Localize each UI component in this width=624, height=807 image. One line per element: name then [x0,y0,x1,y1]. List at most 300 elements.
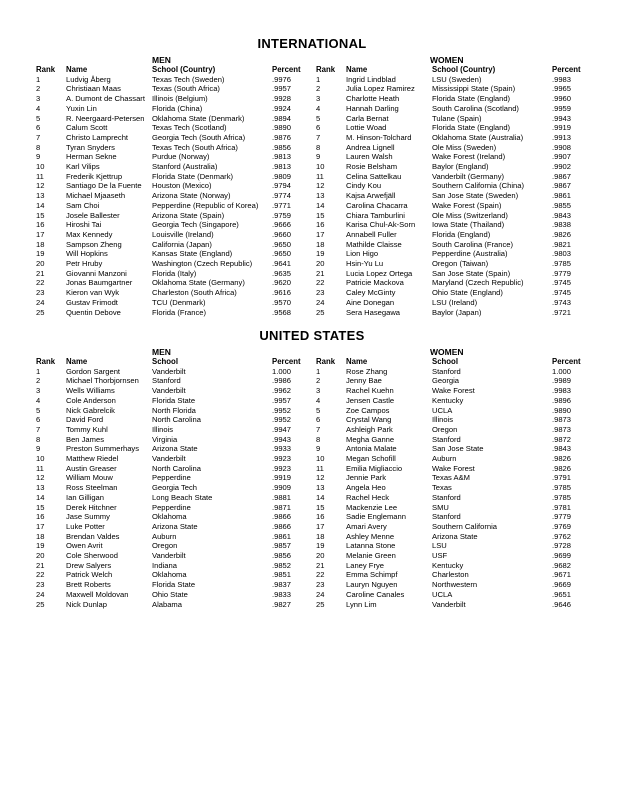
percent-cell: .9983 [552,74,572,84]
rank-header: Rank [36,357,56,366]
table-row [316,308,596,318]
name-cell: Lottie Woad [346,123,387,133]
rank-cell: 1 [316,74,321,84]
percent-cell: .9809 [272,171,292,181]
table-row [316,406,596,416]
name-cell: Tyran Snyders [66,142,115,152]
percent-cell: .9871 [272,502,292,512]
table-row [36,143,316,153]
percent-cell: .9873 [552,424,572,434]
school-header: School [152,357,178,366]
name-cell: A. Dumont de Chassart [66,94,145,104]
school-cell: Arizona State [432,531,478,541]
rank-cell: 10 [316,454,325,464]
school-cell: Oregon [432,424,458,434]
table-row [316,259,596,269]
name-cell: Josele Ballester [66,210,120,220]
percent-cell: .9919 [272,473,292,483]
table-row [36,473,316,483]
name-cell: Santiago De la Fuente [66,181,142,191]
percent-cell: .9682 [552,560,572,570]
percent-cell: .9769 [552,521,572,531]
school-cell: Florida (China) [152,103,203,113]
rank-cell: 13 [36,191,45,201]
name-cell: Mathilde Claisse [346,239,402,249]
name-cell: Amari Avery [346,521,387,531]
school-cell: South Carolina (France) [432,239,514,249]
table-row [316,532,596,542]
percent-cell: .9962 [272,386,292,396]
table-row [36,162,316,172]
school-cell: Kansas State (England) [152,249,233,259]
percent-cell: .9838 [552,220,572,230]
table-row [36,84,316,94]
table-row [36,503,316,513]
table-row [316,600,596,610]
name-cell: Hannah Darling [346,103,399,113]
school-cell: Florida State (Denmark) [152,171,234,181]
rank-cell: 3 [316,94,321,104]
name-cell: Gustav Frimodt [66,297,118,307]
rank-cell: 8 [36,142,41,152]
rank-cell: 17 [36,521,45,531]
table-row [36,367,316,377]
name-cell: Wells Williams [66,386,115,396]
name-cell: Jensen Castle [346,395,395,405]
rank-cell: 7 [36,424,41,434]
percent-cell: .9907 [552,152,572,162]
rank-cell: 3 [36,386,41,396]
percent-cell: .9774 [272,191,292,201]
rank-cell: 10 [36,454,45,464]
name-cell: Mackenzie Lee [346,502,398,512]
percent-cell: .9837 [272,580,292,590]
name-cell: Derek Hitchner [66,502,117,512]
school-cell: Auburn [152,531,177,541]
rank-cell: 2 [316,376,321,386]
school-cell: Purdue (Norway) [152,152,210,162]
rank-cell: 7 [36,132,41,142]
rank-cell: 8 [316,434,321,444]
table-row [36,493,316,503]
school-cell: Texas (South Africa) [152,84,220,94]
us-women-table [316,357,596,609]
percent-cell: .9923 [272,463,292,473]
percent-cell: .9873 [552,415,572,425]
name-cell: Chiara Tamburlini [346,210,405,220]
percent-cell: .9813 [272,162,292,172]
percent-cell: .9803 [552,249,572,259]
rank-cell: 11 [316,463,324,473]
percent-cell: .9923 [272,454,292,464]
name-cell: Brendan Valdes [66,531,120,541]
school-cell: Stanford [432,492,461,502]
table-row [316,123,596,133]
rank-cell: 12 [316,181,325,191]
school-cell: Georgia Tech [152,483,198,493]
rank-cell: 3 [36,94,41,104]
percent-cell: .9894 [272,113,292,123]
school-cell: Wake Forest (Spain) [432,200,502,210]
rank-cell: 14 [316,200,325,210]
name-cell: Patricie Mackova [346,278,404,288]
table-row [36,123,316,133]
percent-cell: .9635 [272,268,292,278]
name-cell: Angela Heo [346,483,386,493]
name-cell: Luke Potter [66,521,105,531]
school-cell: Georgia Tech (South Africa) [152,132,246,142]
percent-cell: .9866 [272,512,292,522]
school-cell: Georgia Tech (Singapore) [152,220,239,230]
name-cell: Maxwell Moldovan [66,589,129,599]
rank-cell: 4 [316,395,321,405]
table-row [36,75,316,85]
name-cell: Nick Gabrelcik [66,405,115,415]
name-cell: Melanie Green [346,551,396,561]
name-cell: Jonas Baumgartner [66,278,133,288]
table-row [316,444,596,454]
table-row [316,367,596,377]
table-row [316,269,596,279]
percent-cell: .9666 [272,220,292,230]
name-cell: Laney Frye [346,560,384,570]
rank-cell: 6 [36,123,41,133]
name-cell: Lynn Lim [346,599,377,609]
table-row [36,259,316,269]
rank-cell: 20 [316,259,325,269]
rank-cell: 7 [316,424,321,434]
school-cell: Ole Miss (Switzerland) [432,210,508,220]
name-cell: Giovanni Manzoni [66,268,127,278]
table-header-row [316,357,596,367]
school-cell: Oklahoma State (Denmark) [152,113,245,123]
table-row [36,454,316,464]
table-row [316,551,596,561]
name-cell: Ashleigh Park [346,424,393,434]
name-cell: Ludvig Åberg [66,74,111,84]
name-cell: Rose Zhang [346,366,388,376]
rank-cell: 4 [316,103,321,113]
school-cell: Florida State [152,580,196,590]
percent-cell: .9855 [552,200,572,210]
table-row [316,172,596,182]
table-row [36,464,316,474]
school-cell: Ole Miss (Sweden) [432,142,497,152]
percent-cell: .9866 [272,521,292,531]
rank-cell: 25 [316,599,325,609]
table-row [316,211,596,221]
name-cell: Lauren Walsh [346,152,393,162]
school-cell: SMU [432,502,449,512]
name-cell: Drew Salyers [66,560,112,570]
rank-cell: 23 [36,288,45,298]
percent-cell: .9743 [552,297,572,307]
percent-cell: .9947 [272,424,292,434]
name-cell: Megha Ganne [346,434,395,444]
name-cell: Patrick Welch [66,570,113,580]
rank-cell: 25 [316,307,325,317]
name-cell: Cole Sherwood [66,551,118,561]
rank-cell: 23 [36,580,45,590]
rank-cell: 20 [36,259,45,269]
table-row [36,240,316,250]
name-header: Name [66,357,88,366]
table-row [316,298,596,308]
name-header: Name [346,357,368,366]
name-cell: Petr Hruby [66,259,103,269]
rank-cell: 18 [316,239,325,249]
table-row [36,288,316,298]
percent-cell: 1.000 [552,366,572,376]
table-row [316,454,596,464]
percent-cell: .9960 [552,94,572,104]
rank-cell: 7 [316,132,321,142]
rank-cell: 13 [316,483,325,493]
school-cell: Vanderbilt [152,551,186,561]
rank-cell: 23 [316,288,325,298]
percent-header: Percent [272,65,301,74]
rank-cell: 16 [316,512,325,522]
school-cell: North Carolina [152,463,201,473]
table-row [36,532,316,542]
school-cell: Virginia [152,434,178,444]
school-cell: LSU [432,541,447,551]
percent-cell: .9660 [272,229,292,239]
school-cell: UCLA [432,405,453,415]
school-cell: Washington (Czech Republic) [152,259,253,269]
school-cell: Stanford (Australia) [152,162,218,172]
table-row [316,590,596,600]
rank-cell: 4 [36,395,41,405]
school-cell: Texas A&M [432,473,470,483]
name-cell: Ben James [66,434,104,444]
name-cell: Lucia Lopez Ortega [346,268,413,278]
rank-cell: 25 [36,307,45,317]
percent-cell: .9762 [552,531,572,541]
table-row [316,396,596,406]
rank-cell: 4 [36,103,41,113]
table-row [316,181,596,191]
school-cell: Florida (France) [152,307,207,317]
school-header: School [432,357,458,366]
school-header: School (Country) [152,65,216,74]
percent-cell: .9965 [552,84,572,94]
school-cell: Florida (Italy) [152,268,197,278]
percent-cell: .9641 [272,259,292,269]
rank-cell: 6 [316,123,321,133]
table-row [316,386,596,396]
name-cell: Carla Bernat [346,113,389,123]
percent-cell: .9821 [552,239,572,249]
table-row [316,143,596,153]
name-cell: Ashley Menne [346,531,395,541]
table-row [316,473,596,483]
school-cell: Texas Tech (South Africa) [152,142,238,152]
school-cell: Charleston [432,570,469,580]
school-cell: Vanderbilt [152,366,186,376]
rank-header: Rank [316,65,336,74]
table-row [316,240,596,250]
percent-cell: .9791 [552,473,572,483]
school-cell: Vanderbilt [152,386,186,396]
table-row [36,551,316,561]
school-cell: Arizona State (Norway) [152,191,231,201]
rank-cell: 22 [316,570,325,580]
school-cell: Texas [432,483,452,493]
table-row [36,512,316,522]
table-row [316,220,596,230]
rank-cell: 15 [316,502,325,512]
name-cell: Frederik Kjettrup [66,171,123,181]
name-header: Name [346,65,368,74]
percent-cell: .9959 [552,103,572,113]
percent-cell: .9856 [272,142,292,152]
rank-cell: 1 [36,366,41,376]
name-cell: Hsin-Yu Lu [346,259,384,269]
name-cell: Sera Hasegawa [346,307,401,317]
percent-cell: .9745 [552,278,572,288]
table-row [36,278,316,288]
table-header-row [36,65,316,75]
school-cell: California (Japan) [152,239,212,249]
school-cell: Arizona State [152,444,198,454]
school-cell: UCLA [432,589,453,599]
percent-cell: .9896 [552,395,572,405]
rank-cell: 16 [316,220,325,230]
school-cell: Northwestern [432,580,478,590]
school-cell: Kentucky [432,395,464,405]
percent-cell: .9857 [272,541,292,551]
name-cell: Ingrid Lindblad [346,74,396,84]
name-cell: Latanna Stone [346,541,396,551]
name-cell: Ian Gilligan [66,492,104,502]
percent-cell: .9989 [552,376,572,386]
school-cell: Houston (Mexico) [152,181,212,191]
name-cell: Calum Scott [66,123,108,133]
school-cell: Pepperdine (Australia) [432,249,508,259]
school-cell: Pepperdine [152,473,191,483]
percent-cell: .9651 [552,589,572,599]
name-cell: Michael Mjaaseth [66,191,126,201]
school-cell: Illinois [432,415,454,425]
rank-cell: 22 [36,278,45,288]
table-row [316,522,596,532]
name-cell: Rachel Heck [346,492,390,502]
percent-cell: .9785 [552,483,572,493]
school-cell: Alabama [152,599,182,609]
name-cell: Jennie Park [346,473,387,483]
name-cell: Nick Dunlap [66,599,107,609]
table-row [36,570,316,580]
rank-cell: 15 [36,502,45,512]
table-row [36,201,316,211]
rank-cell: 1 [316,366,321,376]
percent-cell: .9952 [272,415,292,425]
rank-cell: 15 [36,210,45,220]
school-cell: Maryland (Czech Republic) [432,278,524,288]
school-cell: Oklahoma [152,512,187,522]
school-cell: Oklahoma State (Germany) [152,278,245,288]
rank-cell: 6 [316,415,321,425]
rank-cell: 5 [316,113,321,123]
rank-cell: 19 [316,249,325,259]
percent-cell: .9616 [272,288,292,298]
table-row [316,570,596,580]
school-cell: Baylor (England) [432,162,489,172]
rank-cell: 22 [36,570,45,580]
rank-cell: 21 [36,268,45,278]
name-cell: Celina Sattelkau [346,171,402,181]
table-row [36,133,316,143]
table-row [36,104,316,114]
percent-cell: .9867 [552,181,572,191]
table-row [316,376,596,386]
percent-header: Percent [552,357,581,366]
school-cell: TCU (Denmark) [152,297,206,307]
rank-cell: 16 [36,220,45,230]
rank-cell: 8 [36,434,41,444]
name-cell: Michael Thorbjornsen [66,376,139,386]
name-cell: Matthew Riedel [66,454,119,464]
table-row [36,522,316,532]
table-header-row [36,357,316,367]
school-cell: Oregon (Taiwan) [432,259,489,269]
name-cell: Sampson Zheng [66,239,122,249]
table-row [36,152,316,162]
percent-cell: .9933 [272,444,292,454]
name-cell: M. Hinson-Tolchard [346,132,412,142]
name-cell: Tommy Kuhl [66,424,108,434]
school-cell: Ohio State [152,589,188,599]
percent-cell: .9826 [552,454,572,464]
rank-cell: 8 [316,142,321,152]
intl-women-label: WOMEN [430,55,464,65]
table-row [316,580,596,590]
table-row [36,181,316,191]
name-cell: Charlotte Heath [346,94,400,104]
rank-cell: 18 [36,239,45,249]
school-cell: South Carolina (Scotland) [432,103,519,113]
percent-cell: .9779 [552,268,572,278]
table-row [36,269,316,279]
table-row [316,561,596,571]
percent-cell: .9843 [552,444,572,454]
table-row [36,396,316,406]
name-cell: Zoe Campos [346,405,390,415]
rank-cell: 1 [36,74,41,84]
school-cell: Florida (England) [432,229,491,239]
percent-cell: .9785 [552,259,572,269]
rank-cell: 14 [36,492,45,502]
percent-cell: .9890 [552,405,572,415]
percent-cell: .9861 [272,531,292,541]
school-cell: Georgia [432,376,460,386]
rank-cell: 10 [316,162,325,172]
school-cell: Stanford [432,512,461,522]
percent-cell: .9867 [552,171,572,181]
united-states-title: UNITED STATES [259,328,365,343]
rank-cell: 12 [36,181,45,191]
table-row [316,191,596,201]
table-row [36,415,316,425]
name-cell: Megan Schofill [346,454,396,464]
percent-cell: .9856 [272,551,292,561]
school-cell: Ohio State (England) [432,288,503,298]
table-row [316,230,596,240]
rank-cell: 19 [316,541,325,551]
us-men-label: MEN [152,347,171,357]
name-cell: Christiaan Maas [66,84,121,94]
